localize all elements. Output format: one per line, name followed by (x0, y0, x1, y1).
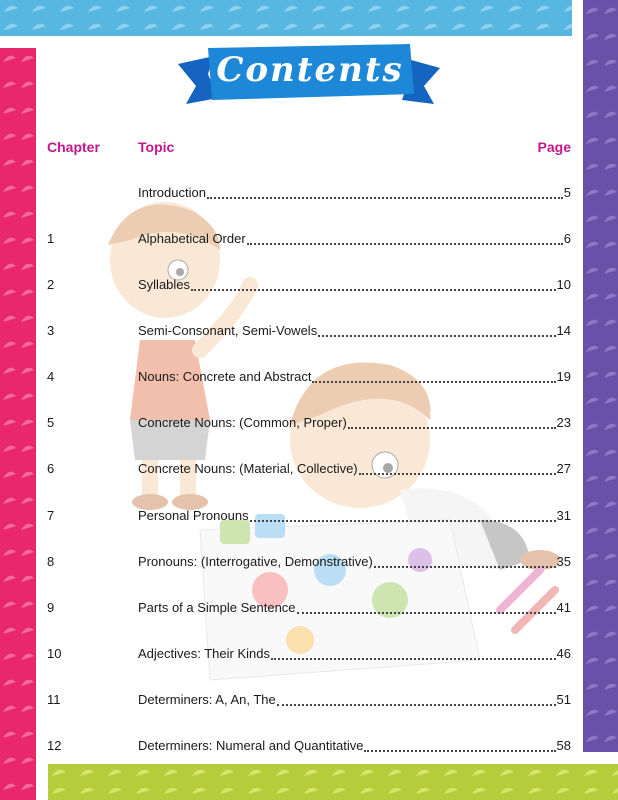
dot-leader (271, 658, 556, 660)
contents-row[interactable] (0, 508, 618, 526)
page-number: 23 (556, 415, 571, 430)
chapter-number: 11 (47, 692, 61, 707)
contents-row[interactable] (0, 738, 618, 756)
topic-title: Concrete Nouns: (Material, Collective) (138, 461, 358, 476)
chapter-number: 6 (47, 461, 55, 476)
dot-leader (250, 520, 556, 522)
chapter-number: 1 (47, 231, 55, 246)
contents-row[interactable] (0, 646, 618, 664)
page-number: 58 (556, 738, 571, 753)
dot-leader (207, 197, 563, 199)
chapter-column-header: Chapter (47, 139, 100, 155)
chapter-number: 10 (47, 646, 62, 661)
contents-row[interactable] (0, 415, 618, 433)
dot-leader (374, 566, 556, 568)
topic-title: Personal Pronouns (138, 508, 249, 523)
chapter-number: 9 (47, 600, 55, 615)
page-number: 27 (556, 461, 571, 476)
dot-leader (277, 704, 556, 706)
band-pattern (48, 764, 618, 800)
chapter-number: 4 (47, 369, 55, 384)
page-number: 46 (556, 646, 571, 661)
contents-row[interactable] (0, 231, 618, 249)
topic-title: Adjectives: Their Kinds (138, 646, 270, 661)
contents-row[interactable] (0, 600, 618, 618)
dot-leader (348, 427, 556, 429)
page-number: 19 (556, 369, 571, 384)
topic-title: Determiners: A, An, The (138, 692, 276, 707)
topic-title: Pronouns: (Interrogative, Demonstrative) (138, 554, 373, 569)
contents-row[interactable] (0, 692, 618, 710)
topic-title: Introduction (138, 185, 206, 200)
dot-leader (191, 289, 556, 291)
page-column-header: Page (537, 139, 571, 155)
chapter-number: 5 (47, 415, 55, 430)
page-number: 10 (556, 277, 571, 292)
contents-row[interactable] (0, 554, 618, 572)
contents-row[interactable] (0, 277, 618, 295)
band-pattern (0, 0, 572, 36)
chapter-number: 3 (47, 323, 55, 338)
dot-leader (312, 381, 556, 383)
bottom-decorative-band (48, 764, 618, 800)
chapter-number: 8 (47, 554, 55, 569)
top-decorative-band (0, 0, 572, 36)
topic-title: Concrete Nouns: (Common, Proper) (138, 415, 347, 430)
page-number: 31 (556, 508, 571, 523)
page-number: 14 (556, 323, 571, 338)
page-number: 35 (556, 554, 571, 569)
page-title: Contents (216, 50, 404, 90)
topic-title: Alphabetical Order (138, 231, 246, 246)
page-number: 6 (563, 231, 571, 246)
dot-leader (297, 612, 556, 614)
dot-leader (247, 243, 563, 245)
dot-leader (364, 750, 556, 752)
topic-column-header: Topic (138, 139, 175, 155)
contents-row[interactable] (0, 461, 618, 479)
contents-row[interactable] (0, 185, 618, 203)
page-number: 41 (556, 600, 571, 615)
chapter-number: 2 (47, 277, 55, 292)
topic-title: Nouns: Concrete and Abstract (138, 369, 312, 384)
page-number: 5 (563, 185, 571, 200)
dot-leader (318, 335, 556, 337)
children-illustration (70, 190, 570, 710)
page-number: 51 (556, 692, 571, 707)
topic-title: Syllables (138, 277, 191, 292)
topic-title: Semi-Consonant, Semi-Vowels (138, 323, 318, 338)
contents-row[interactable] (0, 369, 618, 387)
chapter-number: 7 (47, 508, 55, 523)
topic-title: Parts of a Simple Sentence (138, 600, 296, 615)
topic-title: Determiners: Numeral and Quantitative (138, 738, 364, 753)
dot-leader (359, 473, 556, 475)
contents-row[interactable] (0, 323, 618, 341)
chapter-number: 12 (47, 738, 62, 753)
